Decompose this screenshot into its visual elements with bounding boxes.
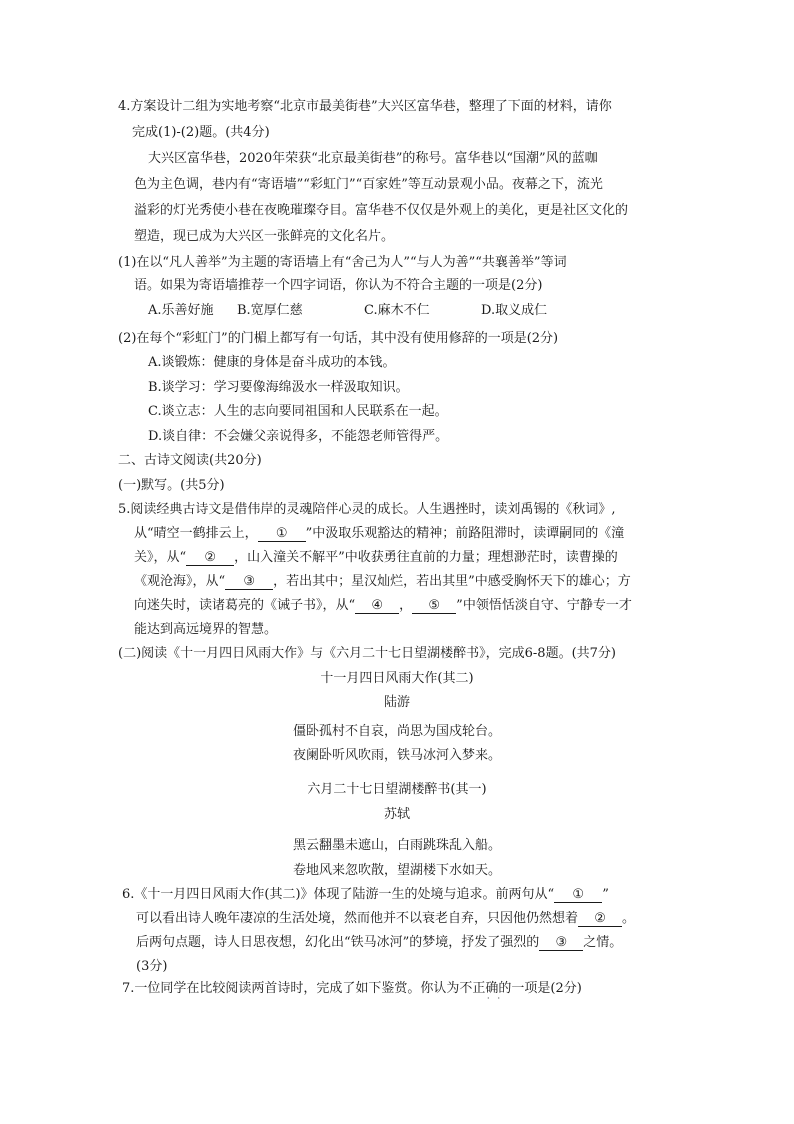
q6-line4: (3分) (136, 959, 168, 974)
part2-title: (二)阅读《十一月四日风雨大作》与《六月二十七日望湖楼醉书》，完成6-8题。(共7分) (118, 646, 616, 661)
q4-sub1-option-c: C.麻木不仁 (364, 303, 430, 318)
section-title: 二、古诗文阅读(共20分) (118, 453, 262, 468)
q4-material-line: 大兴区富华巷，2020年荣获“北京最美街巷”的称号。富华巷以“国潮”风的蓝咖 (148, 151, 598, 166)
q5-line1: 5.阅读经典古诗文是借伟岸的灵魂陪伴心灵的成长。人生遇挫时，读刘禹锡的《秋词》, (118, 502, 616, 517)
q5-text: 从“晴空一鹤排云上， (134, 526, 258, 541)
answer-blank-2[interactable]: ② (578, 911, 622, 927)
q6-text: 。 (622, 911, 636, 926)
q4-sub2-line1: (2)在每个“彩虹门”的门楣上都写有一句话，其中没有使用修辞的一项是(2分) (118, 331, 559, 346)
answer-blank-5[interactable]: ⑤ (412, 598, 456, 614)
q6-line3 (136, 934, 622, 952)
q4-sub1-option-d: D.取义成仁 (481, 303, 548, 318)
q4-sub2-option-c: C.谈立志：人生的志向要同祖国和人民联系在一起。 (148, 404, 448, 419)
q5-text: ”中领悟恬淡自守、宁静专一才 (456, 598, 632, 613)
q6-text: 6.《十一月四日风雨大作(其二)》体现了陆游一生的处境与追求。前两句从“ (122, 887, 555, 902)
answer-blank-1[interactable]: ① (258, 526, 306, 542)
poem1-line: 夜阑卧听风吹雨，铁马冰河入梦来。 (292, 748, 501, 763)
q4-material-line: 塑造，现已成为大兴区一张鲜亮的文化名片。 (134, 229, 395, 244)
q5-text: 《观沧海》，从“ (134, 574, 226, 589)
q5-text: ， (399, 598, 413, 613)
q4-sub2-option-b: B.谈学习：学习要像海绵汲水一样汲取知识。 (148, 380, 409, 395)
q4-stem-line2: 完成(1)-(2)题。(共4分) (132, 125, 270, 140)
q5-line6: 能达到高远境界的智慧。 (134, 622, 278, 637)
poem2-author: 苏轼 (383, 807, 410, 822)
q5-text: 关》，从“ (134, 550, 187, 565)
q5-line5 (134, 597, 632, 615)
q4-sub1-line2: 语。如果为寄语墙推荐一个四字词语，你认为不符合主题的一项是(2分) (134, 278, 543, 293)
q6-text: 之情。 (583, 935, 623, 950)
poem2-line: 黑云翻墨未遮山，白雨跳珠乱入船。 (292, 838, 501, 853)
answer-blank-4[interactable]: ④ (355, 598, 399, 614)
q5-line2 (134, 525, 624, 543)
poem1-author: 陆游 (383, 695, 410, 710)
q4-sub1-line1: (1)在以“凡人善举”为主题的寄语墙上有“舍己为人”“与人为善”“共襄善举”等词 (118, 255, 567, 270)
q6-line2 (136, 910, 635, 928)
q4-material-line: 溢彩的灯光秀使小巷在夜晚璀璨夺目。富华巷不仅仅是外观上的美化，更是社区文化的 (134, 203, 629, 218)
answer-blank-1[interactable]: ① (554, 887, 602, 903)
q4-sub2-option-d: D.谈自律：不会嫌父亲说得多，不能怨老师管得严。 (148, 429, 449, 444)
emphasis-dots: ·· (487, 994, 509, 1003)
q6-text: 后两句点题，诗人日思夜想，幻化出“铁马冰河”的梦境，抒发了强烈的 (136, 935, 540, 950)
q7-line1: 7.一位同学在比较阅读两首诗时，完成了如下鉴赏。你认为不正确的一项是(2分) (122, 981, 582, 996)
q4-material-line: 色为主色调，巷内有“寄语墙”“彩虹门”“百家姓”等互动景观小品。夜幕之下，流光 (134, 177, 603, 192)
poem2-title: 六月二十七日望湖楼醉书(其一) (307, 782, 487, 797)
answer-blank-3[interactable]: ③ (539, 935, 583, 951)
poem1-title: 十一月四日风雨大作(其二) (320, 671, 474, 686)
q6-text: 可以看出诗人晚年凄凉的生活处境，然而他并不以衰老自弃，只因他仍然想着 (136, 911, 579, 926)
q6-text: ” (602, 887, 609, 902)
q5-line4 (134, 573, 631, 591)
q5-text: 向迷失时，读诸葛亮的《诫子书》，从“ (134, 598, 356, 613)
q5-line3 (134, 549, 618, 567)
q4-sub1-option-a: A.乐善好施 (148, 303, 214, 318)
answer-blank-2[interactable]: ② (186, 550, 234, 566)
q6-line1 (122, 886, 609, 904)
q4-stem-line1: 4.方案设计二组为实地考察“北京市最美街巷”大兴区富华巷，整理了下面的材料，请你 (118, 99, 612, 114)
q5-text: ”中汲取乐观豁达的精神；前路阻滞时，读谭嗣同的《潼 (305, 526, 625, 541)
part1-title: (一)默写。(共5分) (118, 478, 225, 493)
poem2-line: 卷地风来忽吹散，望湖楼下水如天。 (292, 863, 501, 878)
answer-blank-3[interactable]: ③ (225, 574, 273, 590)
q5-text: ，山入潼关不解平”中收获勇往直前的力量；理想渺茫时，读曹操的 (234, 550, 618, 565)
poem1-line: 僵卧孤村不自哀，尚思为国戍轮台。 (292, 724, 501, 739)
q4-sub1-option-b: B.宽厚仁慈 (237, 303, 303, 318)
q5-text: ，若出其中；星汉灿烂，若出其里”中感受胸怀天下的雄心；方 (273, 574, 631, 589)
q4-sub2-option-a: A.谈锻炼：健康的身体是奋斗成功的本钱。 (148, 355, 396, 370)
